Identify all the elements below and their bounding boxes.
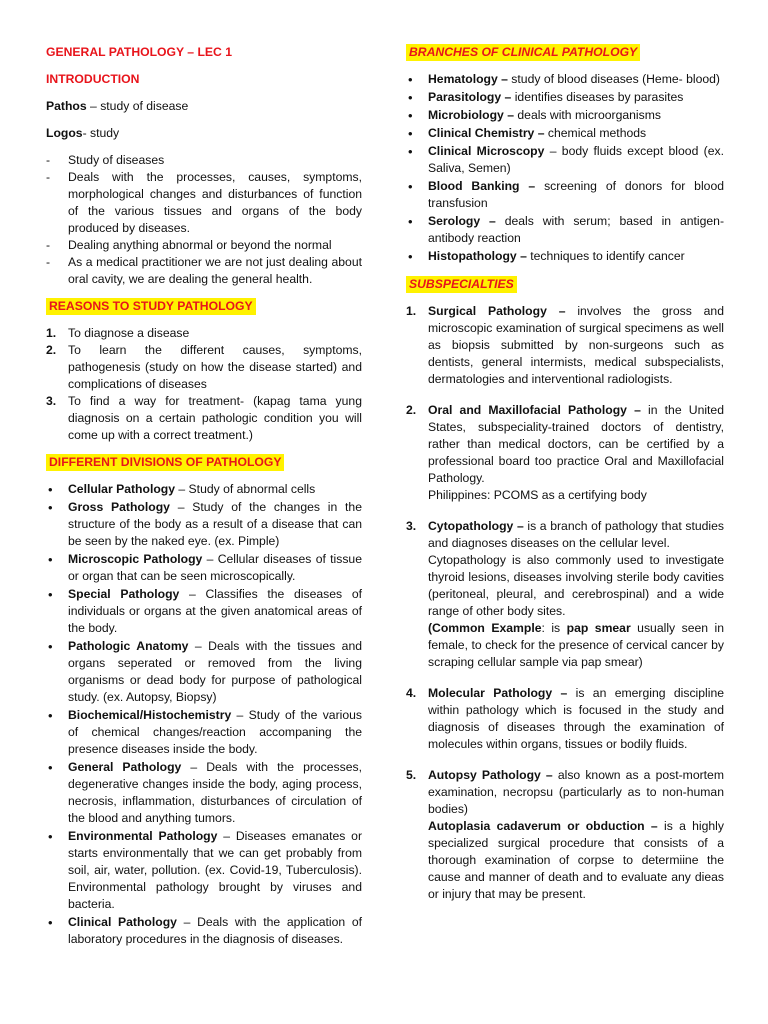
list-item: • Hematology – study of blood diseases (Heme- blood) xyxy=(406,71,724,88)
reasons-heading: REASONS TO STUDY PATHOLOGY xyxy=(46,298,256,315)
document-title: GENERAL PATHOLOGY – LEC 1 xyxy=(46,45,232,59)
list-item: 3. To find a way for treatment- (kapag tama yung diagnosis on a certain pathologic condition you will come up with a correct treatment.) xyxy=(46,394,362,442)
list-item: 5. Autopsy Pathology – also known as a post-mortem examination, necropsu (particularly as to non-human bodies) Autoplasia cadaverum or obduction – is a highly specialized surgical procedure that consists of a thorough examination of corpse to determiine the cause and manner of death and to evaluate any dieas or injury that may be present. xyxy=(406,768,724,901)
list-item: • Pathologic Anatomy – Deals with the tissues and organs seperated or removed from the living organisms or dead body for purpose of pathological study. (ex. Autopsy, Biopsy) xyxy=(46,638,362,706)
list-item: • Histopathology – techniques to identify cancer xyxy=(406,248,724,265)
list-item: 1. To diagnose a disease xyxy=(46,326,190,340)
list-item: 4. Molecular Pathology – is an emerging discipline within pathology which is focused in the study and diagnosis of diseases through the examination of molecules within organs, tissues or bodily fluids. xyxy=(406,686,725,751)
pathos-term: Pathos xyxy=(46,99,87,113)
intro-heading: INTRODUCTION xyxy=(46,72,140,86)
pathos-definition: Pathos – study of disease xyxy=(46,99,189,113)
branches-heading: BRANCHES OF CLINICAL PATHOLOGY xyxy=(406,44,640,61)
list-item: • Microbiology – deals with microorganisms xyxy=(406,107,724,124)
intro-points-list xyxy=(46,152,362,288)
list-item: 3. Cytopathology – is a branch of pathology that studies and diagnoses diseases on the cellular level. Cytopathology is also commonly used to investigate thyroid lesions, diseases involving sterile body cavities (peritoneal, pleural, and cerebrospinal) and a wide range of other body sites. (Common Example: is pap smear usually seen in female, to check for the presence of cervical cancer by scraping cellular sample via pap smear) xyxy=(406,519,724,669)
list-item: - As a medical practitioner we are not just dealing about oral cavity, we are dealing the general health. xyxy=(46,254,362,288)
left-column xyxy=(46,44,362,949)
divisions-list xyxy=(46,481,362,948)
list-item: • Serology – deals with serum; based in antigen-antibody reaction xyxy=(406,213,724,247)
list-item: • Environmental Pathology – Diseases emanates or starts environmentally that we can get probably from soil, air, water, pollution. (ex. Covid-19, Tuberculosis). Environmental pathology brought by viruses and bacteria. xyxy=(46,828,362,913)
logos-definition: Logos- study xyxy=(46,126,120,140)
list-item: 2. To learn the different causes, symptoms, pathogenesis (study on how the disease started) and complications of diseases xyxy=(46,343,362,391)
divisions-heading: DIFFERENT DIVISIONS OF PATHOLOGY xyxy=(46,454,284,471)
list-item: - Dealing anything abnormal or beyond the normal xyxy=(46,237,362,254)
list-item: - Study of diseases xyxy=(46,152,362,169)
branches-list xyxy=(406,71,724,265)
list-item: • Gross Pathology – Study of the changes in the structure of the body as a result of a disease that can be seen by the naked eye. (ex. Pimple) xyxy=(46,499,362,550)
list-item: • Parasitology – identifies diseases by parasites xyxy=(406,89,724,106)
list-item: • Microscopic Pathology – Cellular diseases of tissue or organ that can be seen microscopically. xyxy=(46,551,362,585)
subspecialties-list xyxy=(406,303,724,903)
logos-term: Logos xyxy=(46,126,83,140)
subspecialties-heading: SUBSPECIALTIES xyxy=(406,276,517,293)
list-item: • Clinical Microscopy – body fluids except blood (ex. Saliva, Semen) xyxy=(406,143,724,177)
list-item: - Deals with the processes, causes, symptoms, morphological changes and disturbances of function of the various tissues and organs of the body produced by diseases. xyxy=(46,169,362,237)
list-item: • Biochemical/Histochemistry – Study of the various of chemical changes/reaction accompaning the presence diseases inside the body. xyxy=(46,707,362,758)
reasons-list xyxy=(46,325,362,444)
list-item: • Cellular Pathology – Study of abnormal cells xyxy=(46,481,362,498)
list-item: • Blood Banking – screening of donors for blood transfusion xyxy=(406,178,724,212)
list-item: 2. Oral and Maxillofacial Pathology – in the United States, subspeciality-trained doctors of dentistry, rather than medical doctors, can be certified by a professional board too practice Oral and Maxillofacial Pathology. Philippines: PCOMS as a certifying body xyxy=(406,403,724,502)
list-item: 1. Surgical Pathology – involves the gross and microscopic examination of surgical specimens as well as biopsis submitted by non-surgeons such as dentists, general intermists, medical subspecialists, dermatologies and interventional radiologists. xyxy=(406,304,724,386)
right-column xyxy=(406,44,724,903)
list-item: • Clinical Chemistry – chemical methods xyxy=(406,125,724,142)
list-item: • Special Pathology – Classifies the diseases of individuals or organs at the given anatomical areas of the body. xyxy=(46,586,362,637)
list-item: • General Pathology – Deals with the processes, degenerative changes inside the body, aging process, necrosis, inflammation, disturbances of circulation of the blood and anything tumors. xyxy=(46,759,362,827)
list-item: • Clinical Pathology – Deals with the application of laboratory procedures in the diagnosis of diseases. xyxy=(46,914,362,948)
